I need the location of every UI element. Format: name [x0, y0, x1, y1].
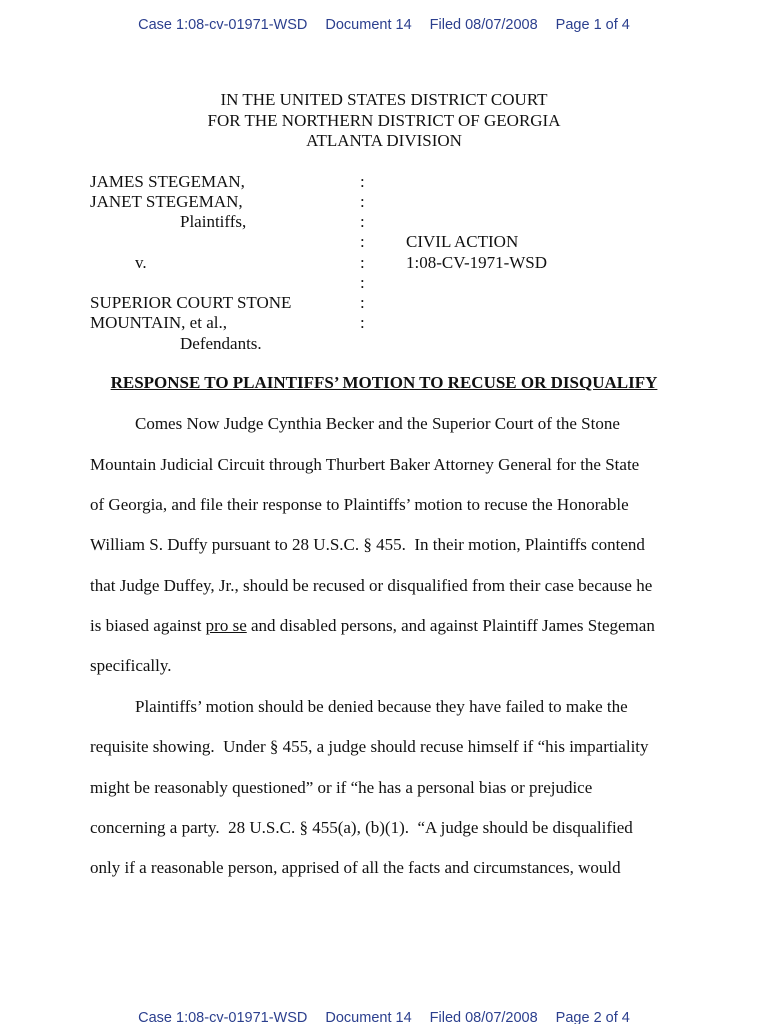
caption-colon: :: [360, 212, 365, 231]
document-number: Document 14: [325, 17, 412, 33]
paragraph-line: Comes Now Judge Cynthia Becker and the Superior Court of the Stone: [135, 414, 620, 433]
caption-colon: :: [360, 293, 365, 312]
line-text: and disabled persons, and against Plaintiff James Stegeman: [246, 616, 655, 635]
versus-label: v.: [135, 253, 147, 272]
paragraph-line: [90, 616, 655, 636]
ecf-header-top: [0, 17, 768, 33]
paragraph-line: requisite showing. Under § 455, a judge should recuse himself if “his impartiality: [90, 737, 649, 756]
caption-colon: :: [360, 313, 365, 332]
caption-colon: :: [360, 192, 365, 211]
paragraph-line: concerning a party. 28 U.S.C. § 455(a), (b)(1). “A judge should be disqualified: [90, 818, 633, 837]
paragraph-line: Mountain Judicial Circuit through Thurbert Baker Attorney General for the State: [90, 455, 640, 474]
paragraph-line: William S. Duffy pursuant to 28 U.S.C. § 455. In their motion, Plaintiffs contend: [90, 535, 645, 554]
pro-se-term: pro se: [205, 616, 247, 635]
plaintiff-name: JAMES STEGEMAN,: [90, 172, 245, 191]
defendant-name: SUPERIOR COURT STONE: [90, 293, 292, 312]
paragraph-line: that Judge Duffey, Jr., should be recused or disqualified from their case because he: [90, 576, 653, 595]
caption-colon: :: [360, 172, 365, 191]
defendant-name: MOUNTAIN, et al.,: [90, 313, 227, 332]
plaintiffs-label: Plaintiffs,: [180, 212, 247, 231]
paragraph-line: specifically.: [90, 656, 172, 675]
case-number: Case 1:08-cv-01971-WSD: [138, 17, 308, 33]
plaintiff-name: JANET STEGEMAN,: [90, 192, 243, 211]
court-name: IN THE UNITED STATES DISTRICT COURT: [220, 90, 548, 109]
paragraph-line: of Georgia, and file their response to Plaintiffs’ motion to recuse the Honorable: [90, 495, 629, 514]
paragraph-line: only if a reasonable person, apprised of all the facts and circumstances, would: [90, 858, 621, 877]
caption-colon: :: [360, 273, 365, 292]
caption-colon: :: [360, 232, 365, 251]
paragraph-line: might be reasonably questioned” or if “he has a personal bias or prejudice: [90, 778, 593, 797]
filed-date: Filed 08/07/2008: [429, 1010, 538, 1024]
court-district: FOR THE NORTHERN DISTRICT OF GEORGIA: [207, 111, 561, 130]
filed-date: Filed 08/07/2008: [429, 17, 538, 33]
civil-action-number: 1:08-CV-1971-WSD: [406, 253, 548, 272]
page-indicator: Page 2 of 4: [555, 1010, 630, 1024]
page-indicator: Page 1 of 4: [555, 17, 630, 33]
document-number: Document 14: [325, 1010, 412, 1024]
civil-action-label: CIVIL ACTION: [406, 232, 519, 251]
defendants-label: Defendants.: [180, 334, 262, 353]
document-title: RESPONSE TO PLAINTIFFS’ MOTION TO RECUSE OR DISQUALIFY: [110, 373, 658, 392]
line-text: is biased against: [90, 616, 206, 635]
case-number: Case 1:08-cv-01971-WSD: [138, 1010, 308, 1024]
caption-colon: :: [360, 253, 365, 272]
court-division: ATLANTA DIVISION: [306, 131, 462, 150]
paragraph-line: Plaintiffs’ motion should be denied because they have failed to make the: [135, 697, 628, 716]
ecf-header-bottom: [0, 1010, 768, 1024]
